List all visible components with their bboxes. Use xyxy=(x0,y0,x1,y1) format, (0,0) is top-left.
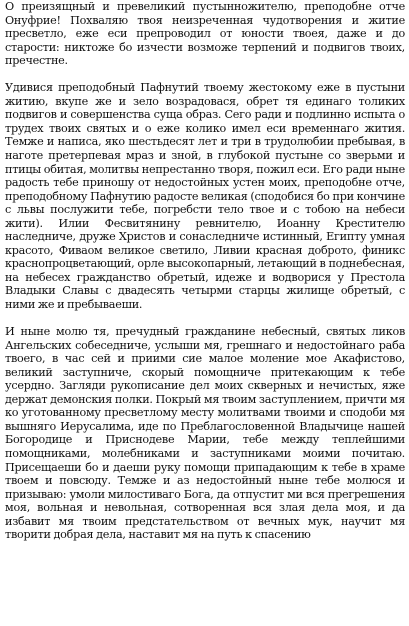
paragraph-2: Удивися преподобный Пафнутий твоему жестокому еже в пустыни житию, вкупе же и зело возрадовася, обрет тя единаго толиких подвигов и совершенства суща образ. Сего ради и подлинно испыта о трудех твоих святых и о еже колико имел еси временнаго жития. Темже и написа, яко шестьдесят лет и три в трудолюбии пребывая, в наготе претерпевая мраз и зной, в глубокой пустыне со зверьми и птицы обитая, молитвы непрестанно творя, пожил еси. Его ради ныне радость тебе приношу от недостойных устен моих, преподобне отче, преподобному Пафнутию радосте великая (сподобися бо при кончине с львы послужити тебе, погребсти тело твое и с тобою на небеси жити). Илии Фесвитянину ревнителю, Иоанну Крестителю наследниче, друже Христов и сонаследниче истинный, Египту умная красото, Фиваом великое светило, Ливии красная доброто, финикс краснопроцветающий, орле высокопарный, летающий в поднебесная, на небесех гражданство обретый, идеже и водворися у Престола Владыки Славы с двадесять четырми старцы жилище обретый, с ними же и пребываеши. xyxy=(5,81,405,311)
paragraph-3: И ныне молю тя, пречудный гражданине небесный, святых ликов Ангельских собеседниче, услыши мя, грешнаго и недостойнаго раба твоего, в час сей и приими сие малое моление мое Акафистово, великий заступниче, скорый помощниче притекающим к тебе усердно. Загляди рукописание дел моих скверных и нечистых, яже держат демонския полки. Покрый мя твоим заступлением, причти мя ко уготованному пресветлому месту молитвами твоими и сподоби мя вышняго Иерусалима, иде по Преблагословенной Владычице нашей Богородице и Приснодеве Марии, тебе между теплейшими помощниками, молебниками и заступниками моими почитаю. Присещаеши бо и даеши руку помощи припадающим к тебе в храме твоем и повсюду. Темже и аз недостойный ныне тебе молюся и призываю: умоли милостиваго Бога, да отпустит ми вся прегрешения моя, вольная и невольная, сотворенная вся злая дела моя, и да избавит мя твоим предстательством от вечных мук, научит мя творити добрая дела, наставит мя на путь к спасению xyxy=(5,325,405,542)
paragraph-1: О преизящный и превеликий пустынножителю, преподобне отче Онуфрие! Похваляю твоя неизреченная чудотворения и житие пресветло, еже еси препроводил от юности твоея, даже и до старости: никтоже бо изчести возможе терпений и подвигов твоих, пречестне. xyxy=(5,0,405,68)
